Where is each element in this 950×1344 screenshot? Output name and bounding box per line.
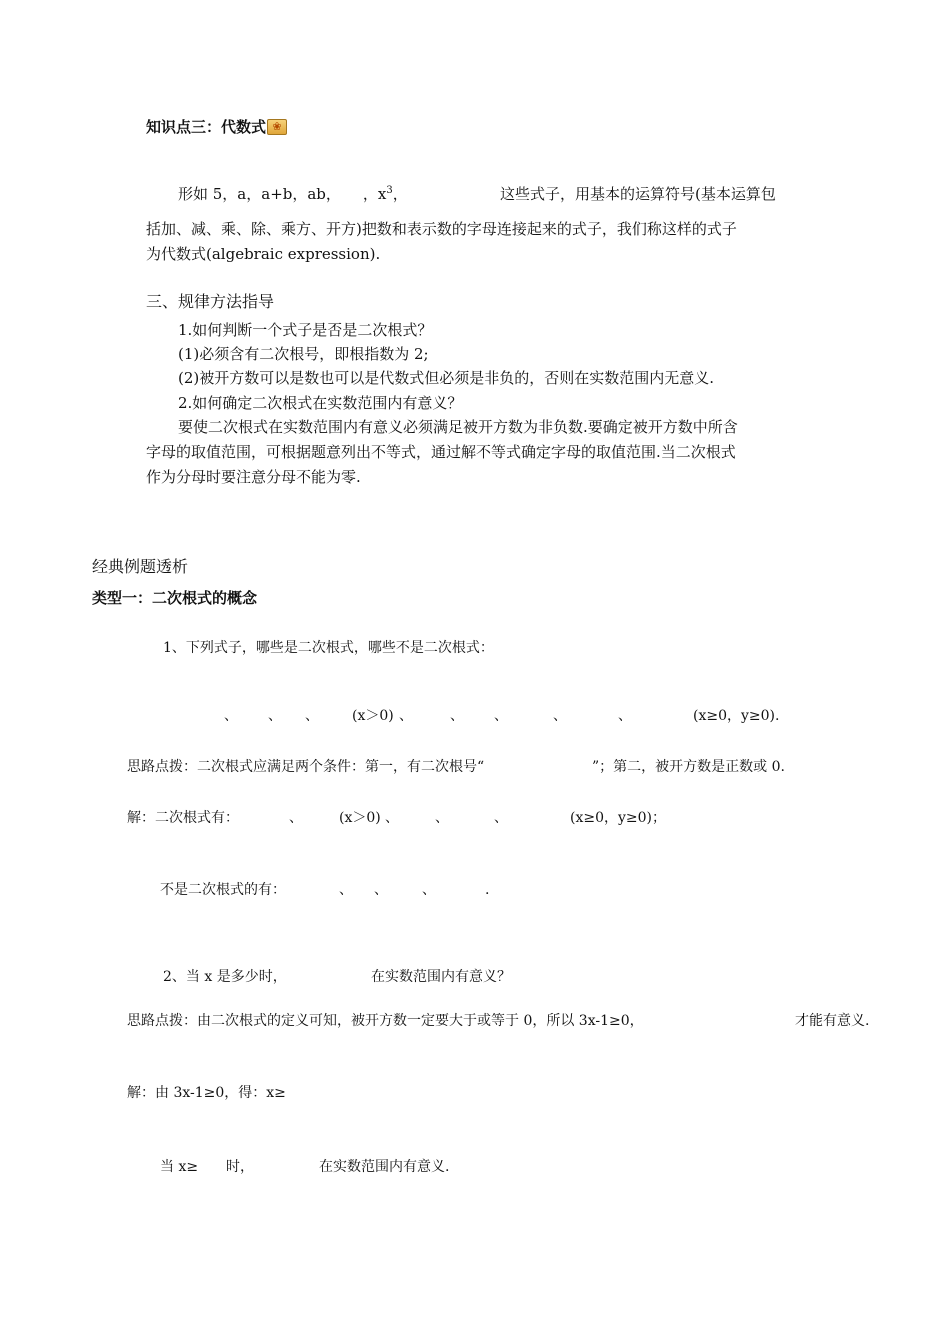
guide-question-1: 1.如何判断一个式子是否是二次根式？ xyxy=(178,321,433,339)
formula-separator: 、 xyxy=(494,810,508,826)
example2-conclusion-start: 当 x≥ xyxy=(160,1159,199,1175)
condition-xy-nonnegative: (x≥0，y≥0). xyxy=(693,708,780,724)
example2-conclusion-end: 在实数范围内有意义. xyxy=(319,1159,450,1175)
definition-line-3: 为代数式(algebraic expression). xyxy=(146,245,381,263)
formula-separator: 、 xyxy=(339,882,353,898)
example1-hint-start: 思路点拨：二次根式应满足两个条件：第一，有二次根号“ xyxy=(127,759,485,775)
definition-comma: ， xyxy=(392,185,408,203)
formula-separator: 、 xyxy=(224,708,238,724)
guide-point-1: (1)必须含有二次根号，即根指数为 2; xyxy=(178,345,429,363)
example2-question-start: 2、当 x 是多少时， xyxy=(163,969,287,985)
formula-separator: 、 xyxy=(289,810,303,826)
example2-hint-end: 才能有意义. xyxy=(795,1013,870,1029)
end-period: . xyxy=(485,882,490,898)
formula-separator: 、 xyxy=(494,708,508,724)
condition-x-positive: (x＞0) xyxy=(352,708,394,724)
guide-title: 三、规律方法指导 xyxy=(146,292,275,311)
definition-line-1 xyxy=(178,184,408,204)
examples-title: 经典例题透析 xyxy=(92,557,189,576)
section-title xyxy=(146,117,287,137)
example1-question: 1、下列式子，哪些是二次根式，哪些不是二次根式： xyxy=(163,640,494,656)
guide-answer-line-1: 要使二次根式在实数范围内有意义必须满足被开方数为非负数.要确定被开方数中所含 xyxy=(178,418,738,436)
example1-solution-label: 解：二次根式有： xyxy=(127,810,239,826)
definition-line-1-end: 这些式子，用基本的运算符号(基本运算包 xyxy=(500,185,776,203)
exponent: 3 xyxy=(386,185,393,196)
example2-hint-start: 思路点拨：由二次根式的定义可知，被开方数一定要大于或等于 0，所以 3x-1≥0， xyxy=(127,1013,644,1029)
definition-line-2: 括加、减、乘、除、乘方、开方)把数和表示数的字母连接起来的式子，我们称这样的式子 xyxy=(146,220,737,238)
formula-separator: 、 xyxy=(450,708,464,724)
example1-hint-end: ”；第二，被开方数是正数或 0. xyxy=(592,759,785,775)
formula-separator: 、 xyxy=(305,708,319,724)
formula-separator: 、 xyxy=(618,708,632,724)
section-title-text: 知识点三：代数式 xyxy=(146,118,267,136)
guide-answer-line-2: 字母的取值范围，可根据题意列出不等式，通过解不等式确定字母的取值范围.当二次根式 xyxy=(146,443,736,461)
guide-point-2: (2)被开方数可以是数也可以是代数式但必须是非负的，否则在实数范围内无意义. xyxy=(178,369,715,387)
guide-question-2: 2.如何确定二次根式在实数范围内有意义？ xyxy=(178,394,463,412)
formula-separator: 、 xyxy=(553,708,567,724)
example2-solution: 解：由 3x-1≥0，得：x≥ xyxy=(127,1085,286,1101)
guide-answer-line-3: 作为分母时要注意分母不能为零. xyxy=(146,468,361,486)
example2-question-end: 在实数范围内有意义？ xyxy=(371,969,511,985)
formula-separator: 、 xyxy=(422,882,436,898)
solution-condition-xy: (x≥0，y≥0)； xyxy=(570,810,667,826)
star-folder-icon: ❀ xyxy=(267,119,287,135)
type1-title: 类型一：二次根式的概念 xyxy=(92,589,258,607)
formula-separator: 、 xyxy=(399,708,413,724)
example2-conclusion-mid: 时， xyxy=(226,1159,254,1175)
solution-condition-x: (x＞0) xyxy=(339,810,381,826)
formula-separator: 、 xyxy=(435,810,449,826)
definition-text-mid: ，x xyxy=(362,185,387,203)
example1-not-label: 不是二次根式的有： xyxy=(160,882,286,898)
formula-separator: 、 xyxy=(268,708,282,724)
definition-text-start: 形如 5，a，a+b，ab， xyxy=(178,185,341,203)
formula-separator: 、 xyxy=(374,882,388,898)
formula-separator: 、 xyxy=(385,810,399,826)
